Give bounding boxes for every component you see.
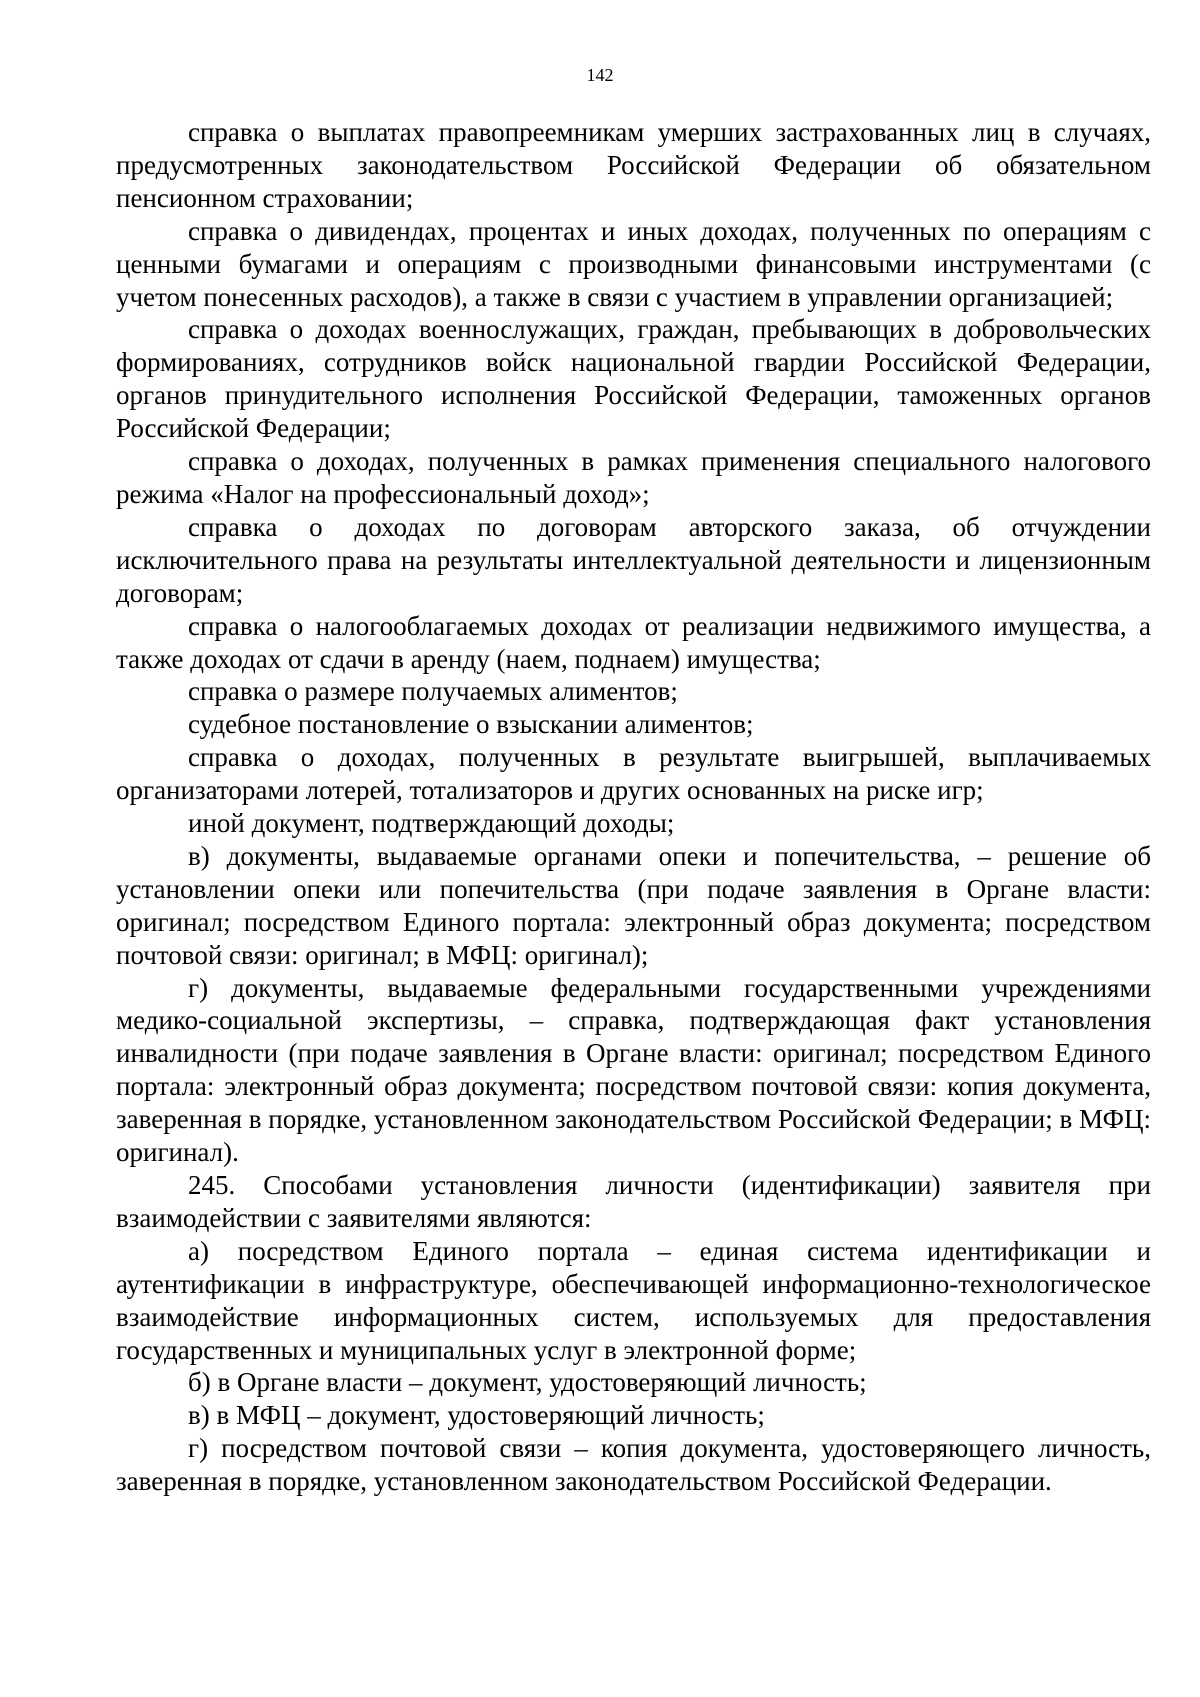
paragraph-other-income-document: иной документ, подтверждающий доходы; (188, 808, 675, 839)
paragraph-lottery-winnings: справка о доходах, полученных в результате выигрышей, выплачиваемых организаторами лотерей, тотализаторов и других основанных на риске игр; (116, 742, 1151, 806)
paragraph-military-income: справка о доходах военнослужащих, граждан, пребывающих в добровольческих формированиях, сотрудников войск национальной гвардии Российской Федерации, органов принудительного исполнения Российской Федерации, таможенных органов Российской Федерации; (116, 314, 1151, 444)
paragraph-payments-successors: справка о выплатах правопреемникам умерших застрахованных лиц в случаях, предусмотренных законодательством Российской Федерации об обязательном пенсионном страховании; (116, 117, 1151, 213)
paragraph-identification-post: г) посредством почтовой связи – копия документа, удостоверяющего личность, заверенная в порядке, установленном законодательством Российской Федерации. (116, 1433, 1151, 1497)
paragraph-disability-documents: г) документы, выдаваемые федеральными государственными учреждениями медико-социальной экспертизы, – справка, подтверждающая факт установления инвалидности (при подаче заявления в Органе власти: оригинал; посредством Единого портала: электронный образ документа; посредством почтовой связи: копия документа, заверенная в порядке, установленном законодательством Российской Федерации; в МФЦ: оригинал). (116, 972, 1151, 1168)
paragraph-identification-mfc: в) в МФЦ – документ, удостоверяющий личность; (188, 1400, 765, 1431)
paragraph-real-estate-income: справка о налогооблагаемых доходах от реализации недвижимого имущества, а также доходах от сдачи в аренду (наем, поднаем) имущества; (116, 610, 1151, 674)
paragraph-identification-authority: б) в Органе власти – документ, удостоверяющий личность; (188, 1367, 867, 1398)
paragraph-alimony-amount: справка о размере получаемых алиментов; (188, 676, 678, 707)
paragraph-dividends: справка о дивидендах, процентах и иных доходах, полученных по операциям с ценными бумагами и операциям с производными финансовыми инструментами (с учетом понесенных расходов), а также в связи с участием в управлении организацией; (116, 215, 1151, 312)
paragraph-item-245: 245. Способами установления личности (идентификации) заявителя при взаимодействии с заявителями являются: (116, 1170, 1151, 1233)
paragraph-professional-income-tax: справка о доходах, полученных в рамках применения специального налогового режима «Налог на профессиональный доход»; (116, 446, 1151, 509)
document-body (116, 116, 1151, 1498)
page-number: 142 (586, 65, 614, 85)
paragraph-author-contracts: справка о доходах по договорам авторского заказа, об отчуждении исключительного права на результаты интеллектуальной деятельности и лицензионным договорам; (116, 511, 1151, 608)
paragraph-identification-portal: а) посредством Единого портала – единая система идентификации и аутентификации в инфраструктуре, обеспечивающей информационно-технологическое взаимодействие информационных систем, используемых для предоставления государственных и муниципальных услуг в электронной форме; (116, 1235, 1151, 1365)
paragraph-guardianship-documents: в) документы, выдаваемые органами опеки и попечительства, – решение об установлении опеки или попечительства (при подаче заявления в Органе власти: оригинал; посредством Единого портала: электронный образ документа; посредством почтовой связи: оригинал; в МФЦ: оригинал); (116, 840, 1151, 970)
paragraph-alimony-court-order: судебное постановление о взыскании алиментов; (188, 709, 754, 740)
